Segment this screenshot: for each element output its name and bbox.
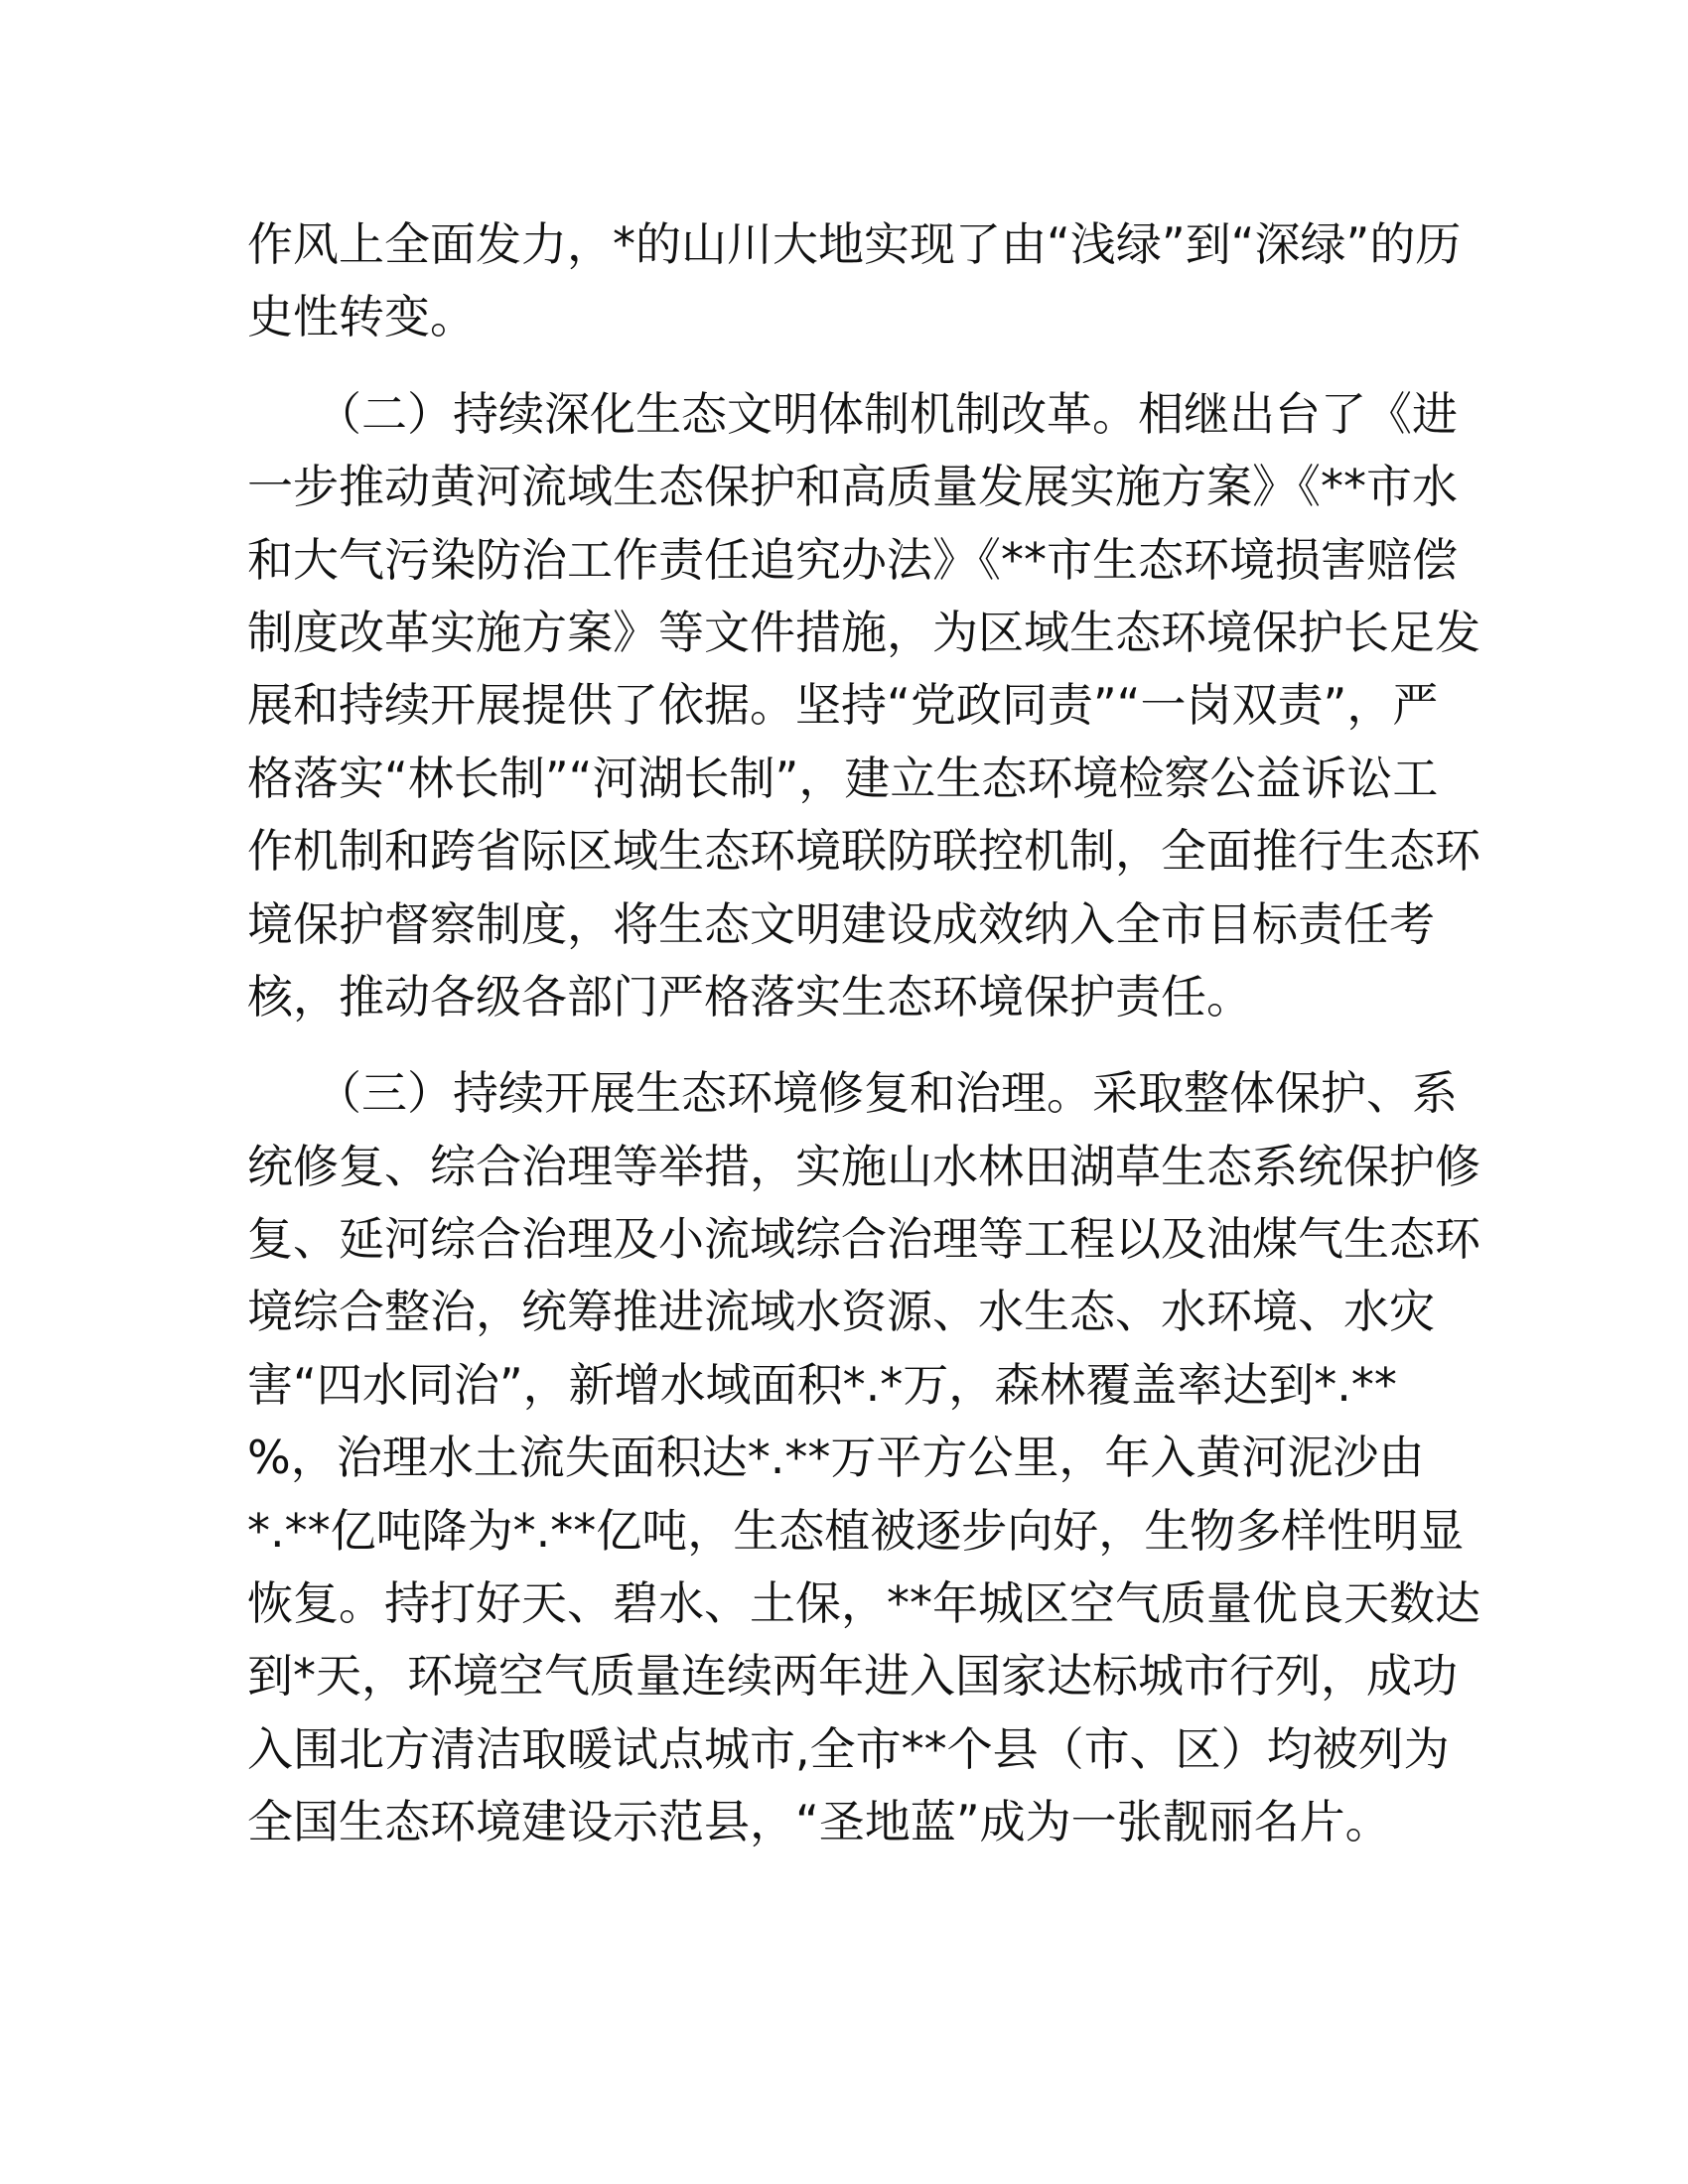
text-line: %，治理水土流失面积达*.**万平方公里，年入黄河泥沙由 — [247, 1431, 1425, 1485]
text-line: *.**亿吨降为*.**亿吨，生态植被逐步向好，生物多样性明显 — [247, 1503, 1465, 1558]
text-line: 害“四水同治”，新增水域面积*.*万，森林覆盖率达到*.** — [247, 1357, 1397, 1412]
text-line: （三）持续开展生态环境修复和治理。采取整体保护、系 — [247, 1066, 1458, 1121]
text-line: 核，推动各级各部门严格落实生态环境保护责任。 — [247, 969, 1252, 1024]
text-line: 一步推动黄河流域生态保护和高质量发展实施方案》《**市水 — [247, 460, 1458, 514]
text-line: 格落实“林长制”“河湖长制”，建立生态环境检察公益诉讼工 — [247, 751, 1439, 805]
text-line: 到*天，环境空气质量连续两年进入国家达标城市行列，成功 — [247, 1649, 1458, 1704]
text-line: 全国生态环境建设示范县，“圣地蓝”成为一张靓丽名片。 — [247, 1795, 1391, 1849]
paragraph-1 — [247, 208, 1462, 354]
text-line: 境保护督察制度，将生态文明建设成效纳入全市目标责任考 — [247, 896, 1435, 951]
text-line: 和大气污染防治工作责任追究办法》《**市生态环境损害赔偿 — [247, 532, 1458, 587]
text-line: 复、延河综合治理及小流域综合治理等工程以及油煤气生态环 — [247, 1212, 1480, 1267]
text-line: 恢复。持打好天、碧水、土保，**年城区空气质量优良天数达 — [247, 1576, 1480, 1631]
text-line: 展和持续开展提供了依据。坚持“党政同责”“一岗双责”，严 — [247, 678, 1439, 733]
document-body — [247, 208, 1480, 1859]
text-line: （二）持续深化生态文明体制机制改革。相继出台了《进 — [247, 386, 1458, 441]
text-line: 统修复、综合治理等举措，实施山水林田湖草生态系统保护修 — [247, 1139, 1480, 1193]
text-line: 入围北方清洁取暖试点城市,全市**个县（市、区）均被列为 — [247, 1721, 1450, 1776]
text-line: 作风上全面发力，*的山川大地实现了由“浅绿”到“深绿”的历 — [247, 217, 1462, 271]
paragraph-2 — [247, 378, 1480, 1034]
text-line: 史性转变。 — [247, 290, 476, 344]
text-line: 制度改革实施方案》等文件措施，为区域生态环境保护长足发 — [247, 605, 1480, 659]
text-line: 境综合整治，统筹推进流域水资源、水生态、水环境、水灾 — [247, 1285, 1435, 1339]
text-line: 作机制和跨省际区域生态环境联防联控机制，全面推行生态环 — [247, 824, 1480, 879]
paragraph-3 — [247, 1057, 1480, 1858]
